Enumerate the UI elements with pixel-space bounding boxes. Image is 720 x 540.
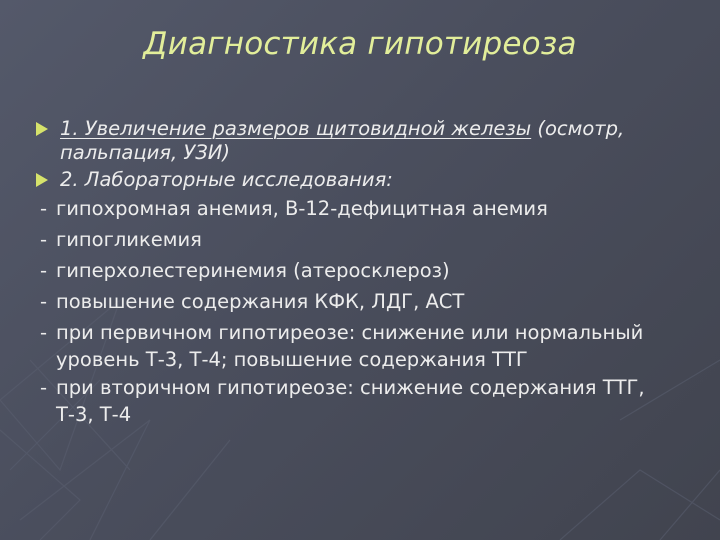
bullet-1-tail: (осмотр, <box>531 117 625 140</box>
dash-marker: - <box>40 259 48 282</box>
bullet-1-first-line <box>60 116 696 142</box>
list-item-text: гипогликемия <box>56 228 202 251</box>
list-item <box>36 255 696 286</box>
list-item-text: при вторичном гипотиреозе: снижение содержания ТТГ, <box>56 376 645 399</box>
bullet-item-1 <box>36 116 696 164</box>
list-item <box>36 286 696 317</box>
dash-marker: - <box>40 321 48 344</box>
dash-marker: - <box>40 290 48 313</box>
slide-body <box>36 116 696 427</box>
list-item-text: гиперхолестеринемия (атеросклероз) <box>56 259 450 282</box>
list-item <box>36 224 696 255</box>
list-item-text: гипохромная анемия, В-12-дефицитная анемия <box>56 197 548 220</box>
list-item-text: повышение содержания КФК, ЛДГ, АСТ <box>56 290 465 313</box>
bullet-1-lead: 1. Увеличение размеров щитовидной железы <box>60 117 532 140</box>
triangle-bullet-icon <box>36 122 48 136</box>
list-item <box>36 317 696 372</box>
list-item <box>36 193 696 224</box>
bullet-1-continuation: пальпация, УЗИ) <box>60 141 231 164</box>
list-item-continuation: уровень Т-3, Т-4; повышение содержания ТТГ <box>56 348 528 371</box>
list-item-text: при первичном гипотиреозе: снижение или нормальный <box>56 321 644 344</box>
dash-marker: - <box>40 197 48 220</box>
slide-title: Диагностика гипотиреоза <box>143 26 577 62</box>
triangle-bullet-icon <box>36 173 48 187</box>
dash-marker: - <box>40 228 48 251</box>
list-item <box>36 372 696 427</box>
bullet-2-text: 2. Лабораторные исследования: <box>60 168 393 191</box>
dash-marker: - <box>40 376 48 399</box>
bullet-item-2 <box>36 167 696 193</box>
list-item-continuation: Т-3, Т-4 <box>56 403 132 426</box>
